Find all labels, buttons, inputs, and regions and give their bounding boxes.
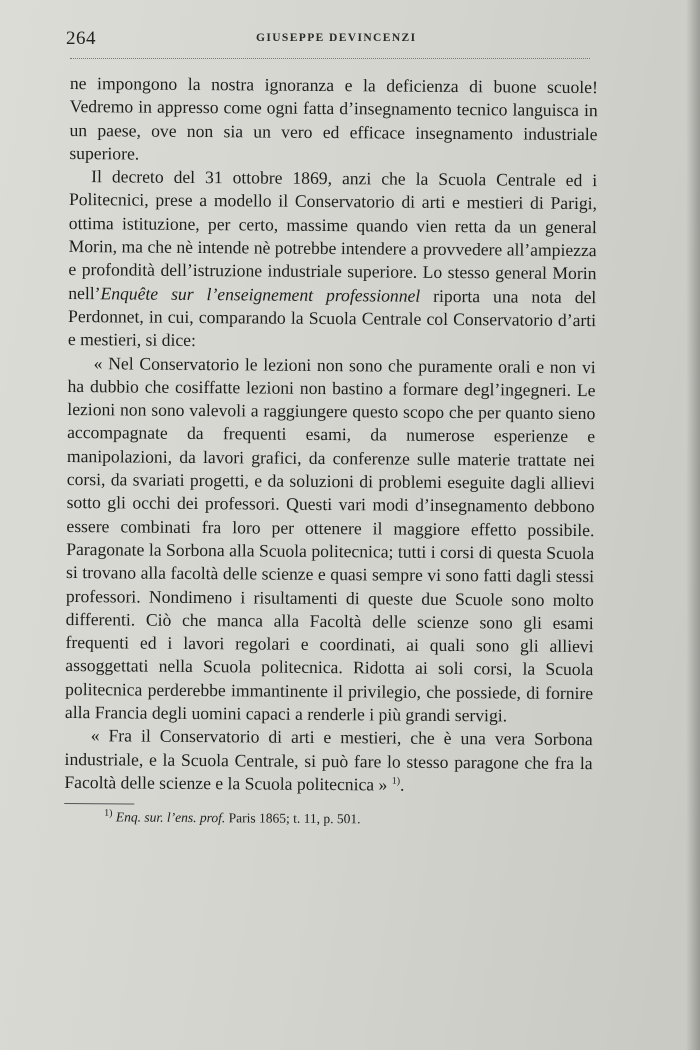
paragraph-2-text-a: Il decreto del 31 ottobre 1869, anzi che la Scuola Centrale ed i Politecnici, prese a modello il Conservatorio di arti e mestieri di Parigi, ottima istituzione, per certo, massime quando vien retta da un general Morin, ma che nè intende nè potrebbe intendere a provvedere all’ampiezza e profondità dell’istruzione industriale superiore. Lo stesso general Morin nell’ <box>68 166 598 303</box>
running-head: GIUSEPPE DEVINCENZI <box>256 32 417 44</box>
quotation-2-text: « Fra il Conservatorio di arti e mestieri, che è una vera Sorbona industriale, e la Scuola Centrale, si può fare lo stesso paragone che fra la Facoltà delle scienze e la Scuola politecnica » <box>64 725 593 795</box>
footnote-mark-number: 1 <box>104 807 110 820</box>
footnote-source-italic: Enq. sur. l’ens. prof. <box>115 809 226 826</box>
footnote-reference-number: 1 <box>391 775 397 787</box>
paragraph-2 <box>68 165 597 356</box>
header-rule <box>70 58 590 59</box>
page-number: 264 <box>66 28 96 49</box>
quotation-2 <box>64 724 593 798</box>
page-edge-shadow <box>686 0 700 1050</box>
book-title-italic: Enquête sur l’enseignement professionnel <box>100 282 421 306</box>
paragraph-2-text-b: riporta una nota del Perdonnet, in cui, comparando la Scuola Centrale col Conservatorio d’arti e mestieri, si dice: <box>67 285 597 351</box>
page-header <box>66 28 628 58</box>
footnote <box>104 808 592 830</box>
footnote-rule <box>64 803 134 805</box>
paragraph-1: ne impongono la nostra ignoranza e la deficienza di buone scuole! Vedremo in appresso come ogni fatta d’insegnamento tecnico languisca in un paese, ove non sia un vero ed efficace insegnamento industriale superiore. <box>69 72 598 164</box>
quotation-2-end: . <box>399 774 405 795</box>
footnote-source-text: Paris 1865; t. 11, p. 501. <box>225 810 361 827</box>
footnote-mark: 1) <box>104 807 113 820</box>
quotation-1: « Nel Conservatorio le lezioni non sono che puramente orali e non vi ha dubbio che cosiffatte lezioni non bastino a formare degl’ingegneri. Le lezioni non sono valevoli a raggiungere questo scopo che per quanto sieno accompagnate da frequenti esami, da numerose esperienze e manipolazioni, da lavori grafici, da conferenze sulle materie trattate nei corsi, da svariati progetti, e da soluzioni di problemi eseguite dagli allievi sotto gli occhi dei professori. Questi vari modi d’insegnamento debbono essere combinati fra loro per ottenere il maggiore effetto possibile. Paragonate la Sorbona alla Scuola politecnica; tutti i corsi di questa Scuola si trovano alla facoltà delle scienze e quasi sempre vi sono fatti dagli stessi professori. Nondimeno i risultamenti di queste due Scuole sono molto differenti. Ciò che manca alla Facoltà delle scienze sono gli esami frequenti ed i lavori regolari e coordinati, ai quali sono gli allievi assoggettati nella Scuola politecnica. Ridotta ai soli corsi, la Scuola politecnica perderebbe immantinente il privilegio, che possiede, di fornire alla Francia degli uomini capaci a renderle i più grandi servigi. <box>64 352 596 726</box>
footnote-reference: 1) <box>391 775 401 787</box>
body-text <box>64 72 598 830</box>
